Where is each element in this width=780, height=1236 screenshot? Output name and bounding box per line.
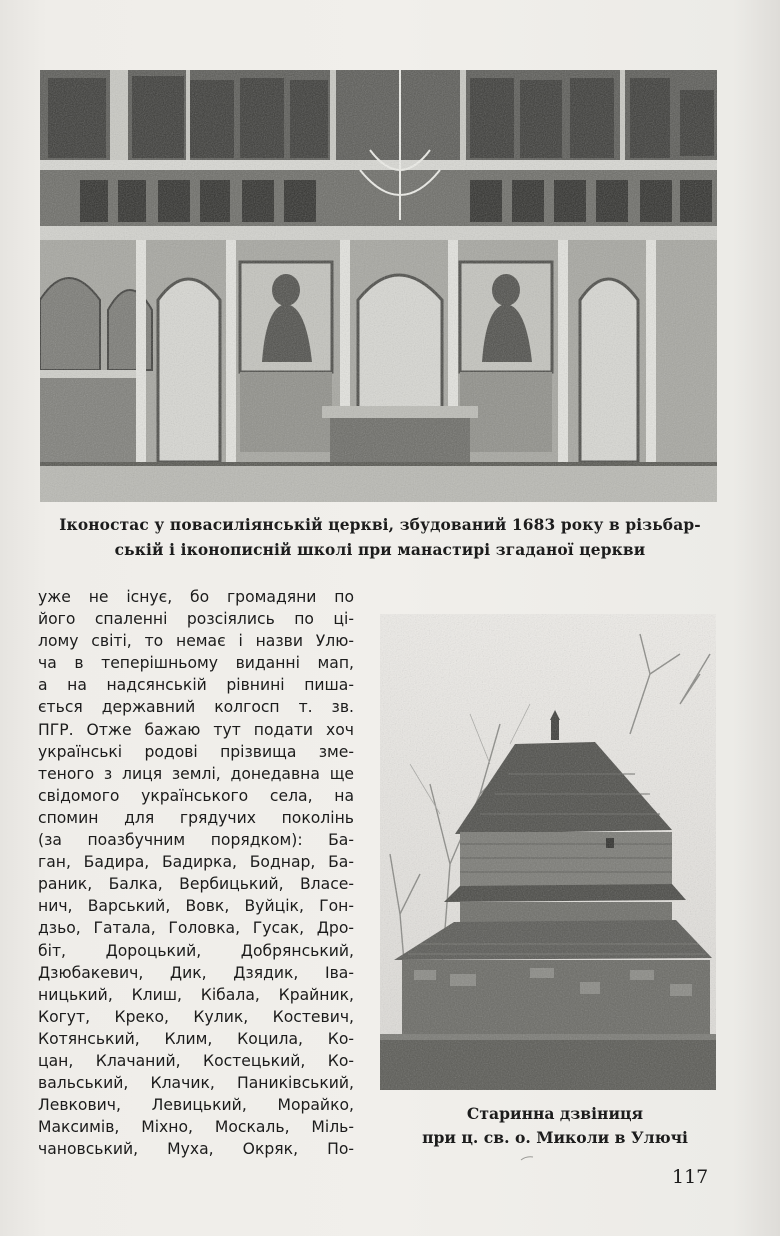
- text-line: ПГР. Отже бажаю тут подати хоч: [38, 720, 354, 739]
- text-line: його спаленні розсіялись по ці-: [38, 610, 354, 629]
- text-line: нич, Варський, Вовк, Вуйцік, Гон-: [38, 897, 354, 916]
- text-line: уже не існує, бо громадяни по: [38, 588, 354, 606]
- text-line: свідомого українського села, на: [38, 786, 354, 805]
- caption-line: Іконостас у повасиліянській церкві, збудований 1683 року в різьбар-: [59, 516, 701, 534]
- text-line: біт, Дороцький, Добрянський,: [38, 941, 354, 960]
- bell-tower-photo: [380, 614, 716, 1090]
- text-line: ган, Бадира, Бадирка, Боднар, Ба-: [38, 853, 354, 872]
- bell-tower-caption: [370, 1102, 740, 1150]
- text-line: раник, Балка, Вербицький, Власе-: [38, 875, 354, 894]
- caption-line: ській і іконописній школі при манастирі згаданої церкви: [114, 541, 646, 559]
- text-line: ється державний колгосп т. зв.: [38, 698, 354, 717]
- text-line: Дзюбакевич, Дик, Дзядик, Іва-: [38, 963, 354, 982]
- text-line: цан, Клачаний, Костецький, Ко-: [38, 1051, 354, 1070]
- text-line: Котянський, Клим, Коцила, Ко-: [38, 1029, 354, 1048]
- caption-line: при ц. св. о. Миколи в Улючі: [422, 1128, 688, 1147]
- iconostasis-caption: [30, 513, 730, 563]
- text-line: а на надсянській рівнині пиша-: [38, 676, 354, 695]
- text-line: вальський, Клачик, Паниківський,: [38, 1074, 354, 1093]
- iconostasis-photo: [40, 70, 717, 502]
- text-line: українські родові прізвища зме-: [38, 742, 354, 761]
- iconostasis-photo-drawing: [40, 70, 717, 502]
- text-line: чановський, Муха, Окряк, По-: [38, 1140, 354, 1159]
- caption-line: Старинна дзвіниця: [466, 1104, 644, 1123]
- text-line: Левкович, Левицький, Морайко,: [38, 1096, 354, 1115]
- text-line: лому світі, то немає і назви Улю-: [38, 632, 354, 651]
- text-line: ницький, Клиш, Кібала, Крайник,: [38, 985, 354, 1004]
- text-line: спомин для грядучих поколінь: [38, 808, 354, 827]
- text-line: Когут, Креко, Кулик, Костевич,: [38, 1007, 354, 1026]
- page-number: 117: [672, 1166, 709, 1188]
- ink-smudge: [520, 1155, 534, 1161]
- text-line: дзьо, Гатала, Головка, Гусак, Дро-: [38, 919, 354, 938]
- text-line: теного з лиця землі, донедавна ще: [38, 764, 354, 783]
- bell-tower-drawing: [380, 614, 716, 1090]
- body-text-column: [38, 586, 354, 1160]
- text-line: Максимів, Міхно, Москаль, Міль-: [38, 1118, 354, 1137]
- text-line: (за поазбучним порядком): Ба-: [38, 831, 354, 850]
- text-line: ча в теперішньому виданні мап,: [38, 654, 354, 673]
